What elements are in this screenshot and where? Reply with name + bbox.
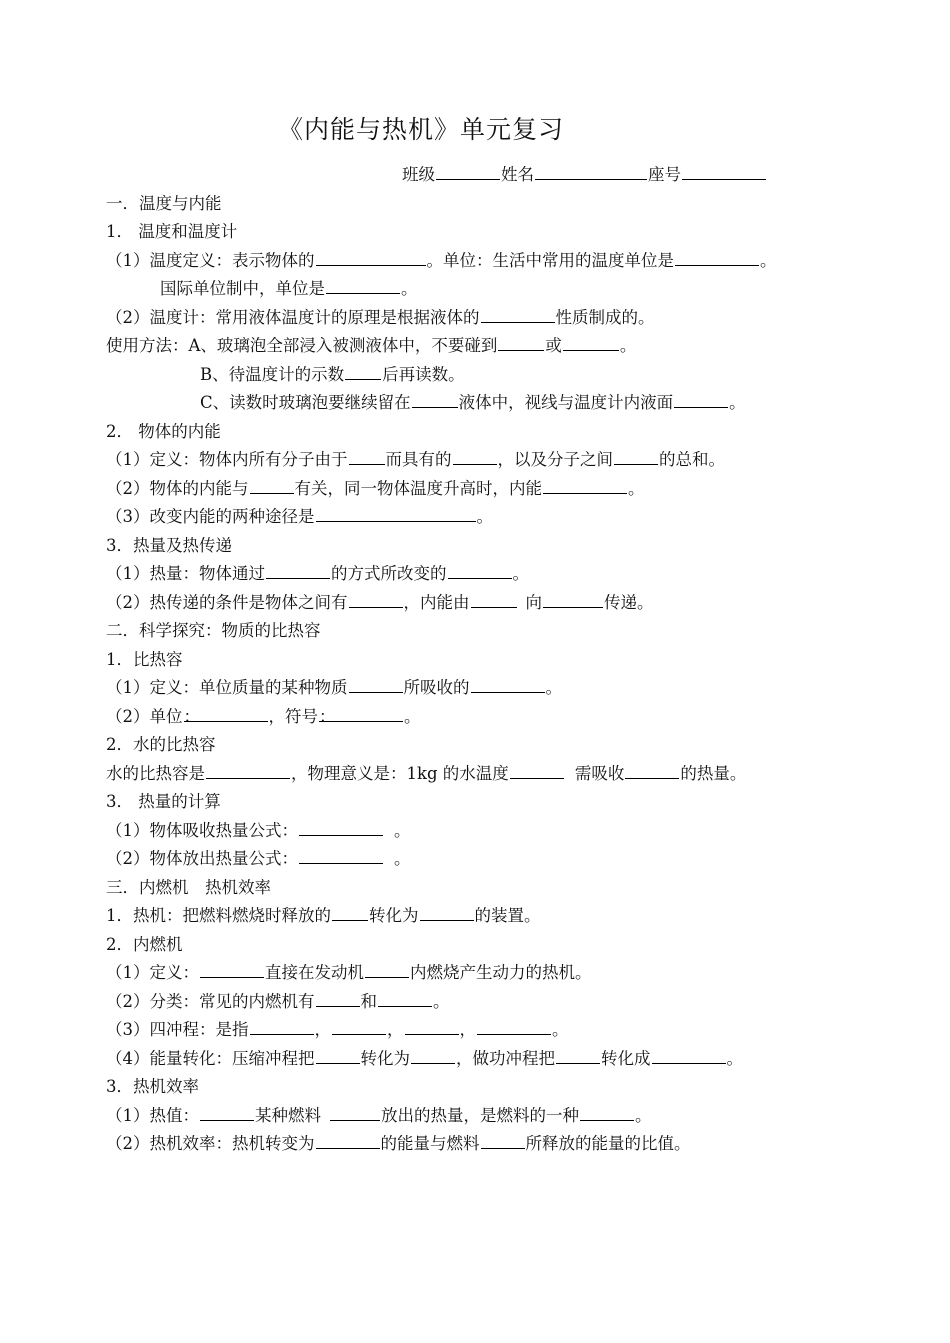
line-text: （3）改变内能的两种途径是 <box>106 507 315 526</box>
seat-label: 座号 <box>648 165 681 184</box>
line-text: 直接在发动机 <box>265 963 364 982</box>
fill-blank <box>420 902 474 921</box>
fill-blank <box>405 1016 459 1035</box>
line-text: 。 <box>512 564 529 583</box>
line-text: （2）温度计：常用液体温度计的原理是根据液体的 <box>106 308 480 327</box>
fill-blank <box>316 503 476 522</box>
line-text: （2）物体的内能与 <box>106 479 249 498</box>
fill-blank <box>332 1016 386 1035</box>
question-line <box>106 1102 652 1130</box>
fill-blank <box>477 1016 551 1035</box>
question-line <box>106 674 562 702</box>
fill-blank <box>481 1130 525 1149</box>
line-text: 需吸收 <box>574 764 625 783</box>
question-line <box>106 247 777 275</box>
line-text: 。 <box>545 678 562 697</box>
subsection-heading: 3．热机效率 <box>106 1077 199 1096</box>
line-text: （2）分类：常见的内燃机有 <box>106 992 315 1011</box>
fill-blank <box>299 817 383 836</box>
fill-blank <box>200 959 264 978</box>
fill-blank <box>580 1102 634 1121</box>
line-text: ， <box>387 1020 404 1039</box>
line-text: C、读数时玻璃泡要继续留在 <box>200 393 411 412</box>
fill-blank <box>316 247 426 266</box>
line-text: B、待温度计的示数 <box>200 365 345 384</box>
fill-blank <box>316 1045 360 1064</box>
line-text: 。 <box>394 821 411 840</box>
section-heading-1: 一．温度与内能 <box>106 194 222 213</box>
line-text: （3）四冲程：是指 <box>106 1020 249 1039</box>
line-text: ，内能由 <box>403 593 470 612</box>
line-text: （2）物体放出热量公式： <box>106 849 298 868</box>
line-text: 转化成 <box>601 1049 651 1068</box>
line-text: 内燃烧产生动力的热机。 <box>410 963 592 982</box>
fill-blank <box>453 446 497 465</box>
subsection-heading: 3．热量及热传递 <box>106 536 232 555</box>
line-text: 液体中，视线与温度计内液面 <box>458 393 674 412</box>
fill-blank <box>365 959 409 978</box>
line-text: 。 <box>726 1049 743 1068</box>
line-text: 的热量。 <box>680 764 747 783</box>
section-heading-3: 三．内燃机 热机效率 <box>106 878 271 897</box>
fill-blank <box>200 1102 254 1121</box>
subsection-heading: 2．内燃机 <box>106 935 183 954</box>
name-blank <box>535 161 647 180</box>
question-line <box>160 275 418 303</box>
line-text: （2）单位 <box>106 707 183 726</box>
fill-blank <box>316 988 360 1007</box>
question-line <box>106 760 746 788</box>
line-text: ： <box>319 707 336 726</box>
question-line <box>106 589 654 617</box>
fill-blank <box>349 674 403 693</box>
fill-blank <box>471 589 517 608</box>
line-text: ，做功冲程把 <box>456 1049 555 1068</box>
line-text: 。 <box>404 707 421 726</box>
line-text: 国际单位制中，单位是 <box>160 279 325 298</box>
section-heading-2: 二．科学探究：物质的比热容 <box>106 621 321 640</box>
line-text: 的方式所改变的 <box>331 564 447 583</box>
line-text: 放出的热量，是燃料的一种 <box>381 1106 579 1125</box>
fill-blank <box>614 446 658 465</box>
fill-blank <box>625 760 679 779</box>
fill-blank <box>266 560 330 579</box>
line-text: （2）热机效率：热机转变为 <box>106 1134 315 1153</box>
fill-blank <box>183 703 268 726</box>
line-text: 或 <box>545 336 562 355</box>
line-text: 所释放的能量的比值。 <box>525 1134 691 1153</box>
line-text: （1）定义：单位质量的某种物质 <box>106 678 348 697</box>
line-text: 的总和。 <box>659 450 725 469</box>
line-text: 而具有的 <box>385 450 452 469</box>
subsection-heading: 3． 热量的计算 <box>106 792 221 811</box>
fill-blank <box>543 589 603 608</box>
fill-blank <box>448 560 512 579</box>
question-line <box>106 988 450 1016</box>
question-line <box>106 560 529 588</box>
line-text: 的装置。 <box>474 906 541 925</box>
line-text: 。 <box>401 279 418 298</box>
line-text: 后再读数。 <box>382 365 465 384</box>
line-text: （1）热值： <box>106 1106 199 1125</box>
line-text: 转化为 <box>360 1049 410 1068</box>
question-line <box>106 902 541 930</box>
question-line <box>106 845 411 873</box>
question-line <box>106 304 655 332</box>
fill-blank <box>652 1045 726 1064</box>
fill-blank <box>345 361 381 380</box>
line-text: （1）温度定义：表示物体的 <box>106 251 315 270</box>
fill-blank <box>378 988 432 1007</box>
subsection-heading: 1． 温度和温度计 <box>106 222 238 241</box>
line-text: 性质制成的。 <box>555 308 655 327</box>
line-text: 水的比热容是 <box>106 764 205 783</box>
question-line <box>106 475 645 503</box>
line-text: 向 <box>525 593 542 612</box>
line-text: 转化为 <box>369 906 419 925</box>
seat-blank <box>682 161 766 180</box>
question-line <box>106 332 636 360</box>
line-text: ，物理意义是：1kg 的水温度 <box>291 764 509 783</box>
fill-blank <box>206 760 290 779</box>
line-text: 的能量与燃料 <box>380 1134 480 1153</box>
fill-blank <box>349 589 403 608</box>
question-line <box>200 361 465 389</box>
fill-blank <box>498 332 544 351</box>
line-text: 。 <box>552 1020 569 1039</box>
line-text: 使用方法：A、玻璃泡全部浸入被测液体中，不要碰到 <box>106 336 498 355</box>
fill-blank <box>471 674 545 693</box>
question-line <box>200 389 746 417</box>
line-text: （1）定义： <box>106 963 199 982</box>
line-text: 。 <box>394 849 411 868</box>
line-text: 有关，同一物体温度升高时，内能 <box>294 479 542 498</box>
fill-blank <box>563 332 619 351</box>
line-text: 。 <box>476 507 493 526</box>
question-line <box>106 703 421 731</box>
fill-blank <box>349 446 385 465</box>
fill-blank <box>319 703 403 726</box>
line-text: ，符号 <box>268 707 318 726</box>
line-text: ， <box>314 1020 331 1039</box>
line-text: 。单位：生活中常用的温度单位是 <box>426 251 674 270</box>
fill-blank <box>326 275 400 294</box>
fill-blank <box>411 1045 455 1064</box>
line-text: 。 <box>635 1106 652 1125</box>
question-line <box>106 1016 569 1044</box>
class-label: 班级 <box>402 165 435 184</box>
line-text: 某种燃料 <box>255 1106 321 1125</box>
line-text: 。 <box>619 336 637 355</box>
fill-blank <box>674 389 728 408</box>
fill-blank <box>481 304 555 323</box>
fill-blank <box>299 845 383 864</box>
name-label: 姓名 <box>501 165 534 184</box>
line-text: 。 <box>433 992 450 1011</box>
line-text: 和 <box>360 992 377 1011</box>
question-line <box>106 446 725 474</box>
class-blank <box>436 161 500 180</box>
fill-blank <box>316 1130 380 1149</box>
fill-blank <box>510 760 564 779</box>
question-line <box>106 817 411 845</box>
question-line <box>106 959 592 987</box>
line-text: ： <box>183 707 200 726</box>
line-text: ，以及分子之间 <box>497 450 613 469</box>
line-text: （1）物体吸收热量公式： <box>106 821 298 840</box>
fill-blank <box>556 1045 600 1064</box>
line-text: 所吸收的 <box>403 678 470 697</box>
line-text: （1）定义：物体内所有分子由于 <box>106 450 348 469</box>
student-info-row <box>402 161 767 189</box>
line-text: ， <box>459 1020 476 1039</box>
subsection-heading: 1．比热容 <box>106 650 183 669</box>
fill-blank <box>250 1016 314 1035</box>
line-text: 。 <box>760 251 777 270</box>
fill-blank <box>412 389 458 408</box>
fill-blank <box>675 247 759 266</box>
fill-blank <box>543 475 627 494</box>
fill-blank <box>250 475 294 494</box>
subsection-heading: 2．水的比热容 <box>106 735 216 754</box>
fill-blank <box>332 902 368 921</box>
line-text: （1）热量：物体通过 <box>106 564 265 583</box>
line-text: （4）能量转化：压缩冲程把 <box>106 1049 315 1068</box>
page-title: 《内能与热机》单元复习 <box>278 115 565 144</box>
line-text: （2）热传递的条件是物体之间有 <box>106 593 348 612</box>
question-line <box>106 1130 691 1158</box>
fill-blank <box>330 1102 380 1121</box>
line-text: 传递。 <box>604 593 654 612</box>
question-line <box>106 503 493 531</box>
line-text: 1．热机：把燃料燃烧时释放的 <box>106 906 331 925</box>
question-line <box>106 1045 743 1073</box>
line-text: 。 <box>628 479 645 498</box>
subsection-heading: 2． 物体的内能 <box>106 422 221 441</box>
line-text: 。 <box>729 393 746 412</box>
